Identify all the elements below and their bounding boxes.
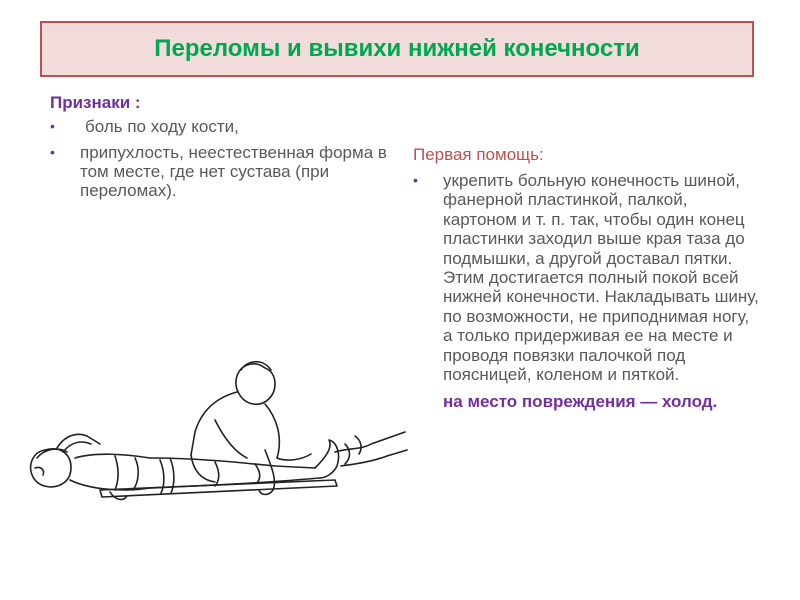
signs-list xyxy=(50,117,395,200)
sign-text: боль по ходу кости, xyxy=(85,117,239,136)
first-aid-section xyxy=(413,145,763,412)
list-item xyxy=(50,143,395,200)
list-item xyxy=(413,171,763,384)
list-item xyxy=(50,117,395,136)
bullet-icon: • xyxy=(413,172,418,188)
first-aid-text: укрепить больную конечность шиной, фанерной пластинкой, палкой, картоном и т. п. так, чтобы один конец пластинки заходил выше края таза до подмышки, а другой доставал пятки. Этим достигается полный покой всей нижней конечности. Накладывать шину, по возможности, не приподнимая ногу, а только придерживая ее на месте и проводя повязки палочкой под поясницей, коленом и пяткой. xyxy=(443,171,759,385)
title-banner xyxy=(40,21,754,77)
page-title: Переломы и вывихи нижней конечности xyxy=(154,35,640,62)
signs-section xyxy=(50,93,395,207)
first-aid-list xyxy=(413,171,763,384)
cold-note: на место повреждения — холод. xyxy=(443,392,718,412)
first-aid-heading: Первая помощь: xyxy=(413,145,544,164)
bullet-icon: • xyxy=(50,118,55,134)
bullet-icon: • xyxy=(50,144,55,160)
sign-text: припухлость, неестественная форма в том месте, где нет сустава (при переломах). xyxy=(80,143,387,200)
splint-first-aid-drawing-icon xyxy=(15,340,410,515)
signs-heading: Признаки : xyxy=(50,93,141,112)
